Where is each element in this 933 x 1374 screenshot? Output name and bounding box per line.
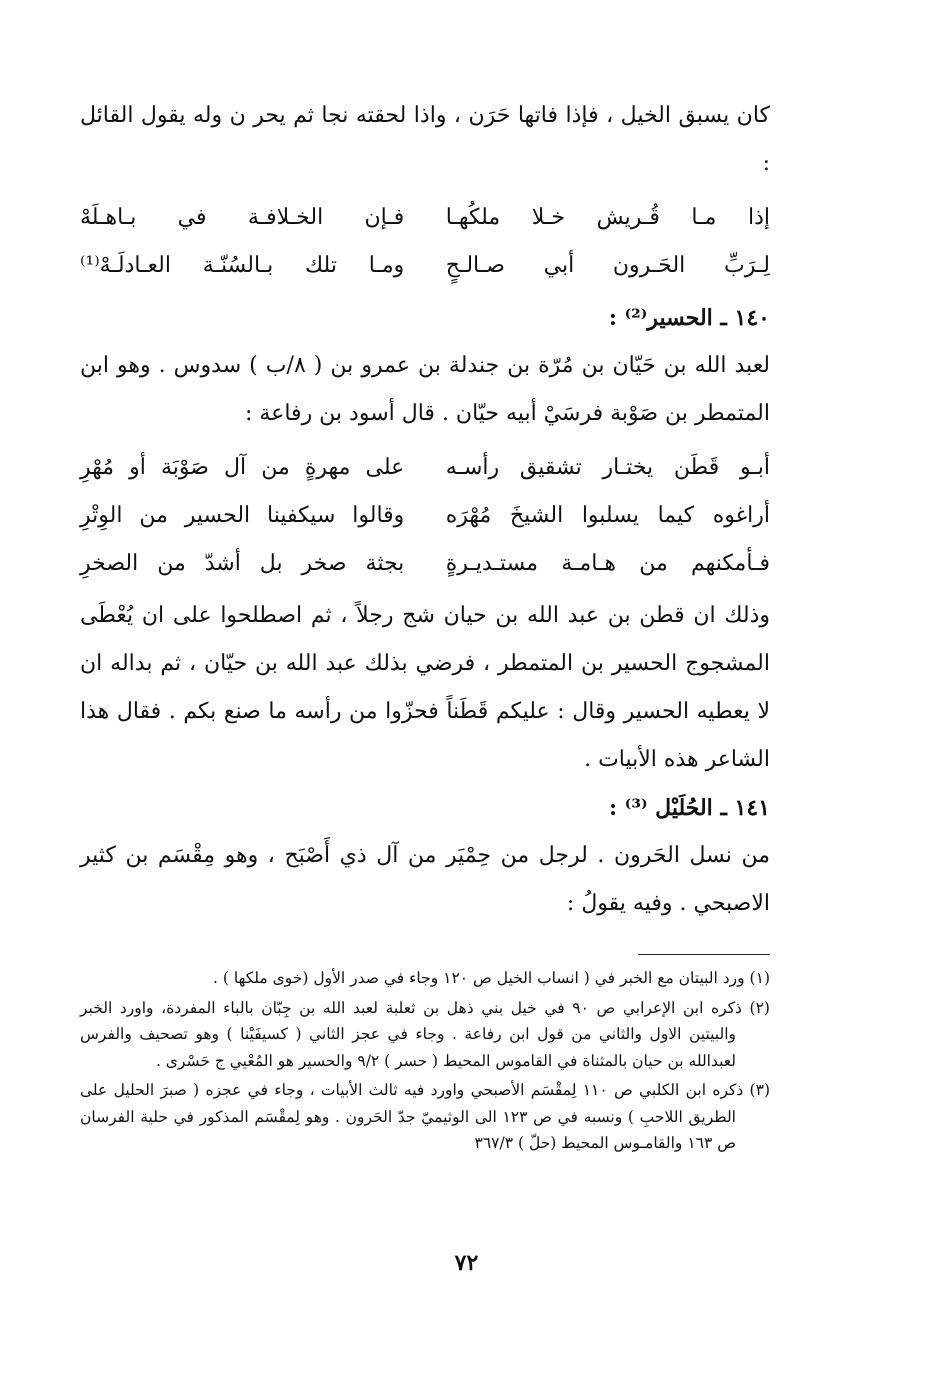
verse-second-hemistich: على مهرةٍ من آل صَوْبَة أو مُهْرِ <box>80 455 405 480</box>
entry-heading-141: ١٤١ ـ الحُلَيْل ⁽³⁾ : <box>608 795 770 821</box>
verse-second-hemistich: فـإن الخـلافـة في بـاهـلَهْ <box>80 205 405 230</box>
verse-line <box>80 540 770 588</box>
page-number: ٧٢ <box>454 1250 479 1276</box>
verse-first-hemistich: فـأمكنهم من هـامـة مستـديـرةٍ <box>445 551 770 576</box>
verse-line <box>80 242 770 290</box>
verse-line <box>80 194 770 242</box>
poem-aswad <box>80 444 770 588</box>
footnote-separator <box>638 954 770 955</box>
entry-heading-140: ١٤٠ ـ الحسير⁽²⁾ : <box>608 305 770 331</box>
verse-second-hemistich: بجثة صخر بل أشدّ من الصخرِ <box>80 551 405 576</box>
verse-first-hemistich: لِـرَبِّ الحَـرون أبي صـالـحٍ <box>445 253 770 278</box>
verse-line <box>80 444 770 492</box>
poem-bahila <box>80 194 770 290</box>
footnote-2: (٢) ذكره ابن الإعرابي ص ٩٠ في خيل بني ذهل بن ثعلبة لعبد الله بن جِبّان بالباء المفردة، واورد الخبر والبيتين الاول والثاني من قول ابن رفاعة . وجاء في عجز الثاني ( كسيفَيْنا ) وهو تصحيف والفرس لعبدالله بن حيان بالمثناة في القاموس المحيط ( حسر ) ٩/٢ والحسير هو المُعْيي ج حَسْرى . <box>80 998 770 1070</box>
verse-first-hemistich: أراغوه كيما يسلبوا الشيخَ مُهْرَه <box>445 503 770 528</box>
paragraph-intro: كان يسبق الخيل ، فإذا فاتها حَرَن ، واذا لحقته نجا ثم يحر ن وله يقول القائل : <box>80 103 770 176</box>
footnote-3: (٣) ذكره ابن الكلبي ص ١١٠ لِمقْسَم الأصبحي واورد فيه ثالث الأبيات ، وجاء في عجزه ( صبرَ الحليل على الطريق اللاحبِ ) ونسبه في ص ١٢٣ الى الوثيميّ جدّ الحَرون . وهو لِمقْسَم المذكور في حلية الفرسان ص ١٦٣ والقامـوس المحيط (حلّ ) ٣٦٧/٣ <box>80 1081 770 1152</box>
footnote-1: (١) ورد البيتان مع الخبر في ( انساب الخيل ص ١٢٠ وجاء في صدر الأول (خوى ملكها ) . <box>213 969 770 987</box>
paragraph-story: وذلك ان قطن بن عبد الله بن حيان شج رجلاً ، ثم اصطلحوا على ان يُعْطَى المشجوج الحسير بن المتمطر ، فرضي بذلك عبد الله بن حيّان ، ثم بداله ان لا يعطيه الحسير وقال : عليكم قَطَناً فحزّوا من رأسه ما صنع بكم . فقال هذا الشاعر هذه الأبيات . <box>80 603 770 772</box>
page-body <box>80 92 770 1160</box>
verse-line <box>80 492 770 540</box>
verse-second-hemistich: وقالوا سيكفينا الحسير من الوِتْرِ <box>80 503 405 528</box>
verse-second-hemistich: ومـا تلك بـالسُنّـة العـادلَـهْ⁽¹⁾ <box>80 253 405 278</box>
paragraph-hulayl: من نسل الحَرون . لرجل من حِمْيَر من آل ذي أَصْبَح ، وهو مِقْسَم بن كثير الاصبحي . وفيه يقولُ : <box>80 843 770 916</box>
paragraph-hasir-lineage: لعبد الله بن حَيّان بن مُرّة بن جندلة بن عمرو بن ( ٨/ب ) سدوس . وهو ابن المتمطر بن صَوْبة فرسَيْ أبيه حيّان . قال أسود بن رفاعة : <box>80 353 771 426</box>
verse-first-hemistich: أبـو قَطَن يختـار تشقيق رأسـه <box>445 455 770 480</box>
footnotes <box>80 965 770 1157</box>
verse-first-hemistich: إذا مـا قُـريش خـلا ملكُهـا <box>445 205 770 230</box>
